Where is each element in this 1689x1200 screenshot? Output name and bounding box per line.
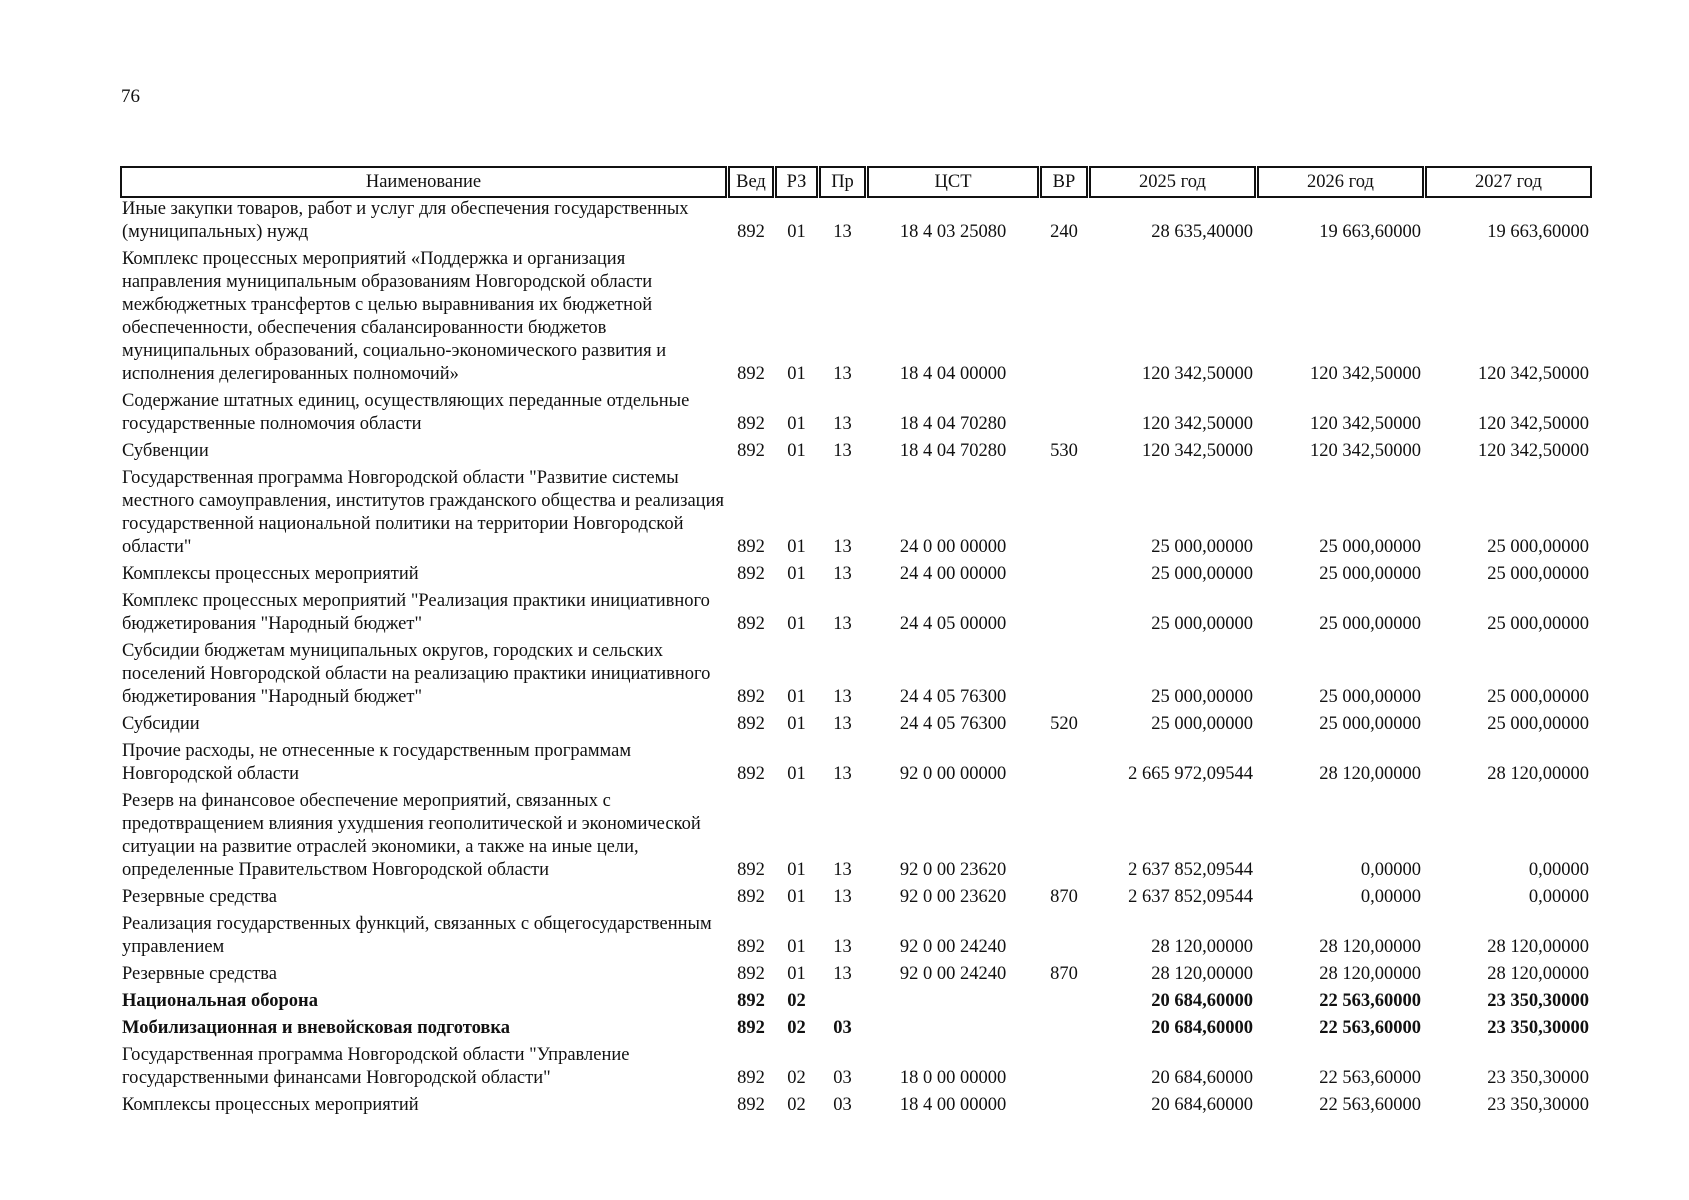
- cell-cst: 24 4 00 00000: [899, 564, 1007, 584]
- cell-y2027: 120 342,50000: [1478, 364, 1589, 384]
- cell-y2026: 28 120,00000: [1319, 764, 1421, 784]
- cell-vr: [1041, 467, 1087, 563]
- cell-cst: 18 4 03 25080: [899, 222, 1007, 242]
- table-row: [121, 467, 1591, 563]
- cell-cst: 24 4 05 76300: [899, 714, 1007, 734]
- cell-ved: 892: [737, 537, 765, 557]
- cell-name: Комплексы процессных мероприятий: [122, 564, 419, 584]
- cell-y2026: 120 342,50000: [1310, 414, 1421, 434]
- cell-y2026: 25 000,00000: [1319, 614, 1421, 634]
- cell-cst: [868, 1017, 1038, 1044]
- cell-cst: 24 0 00 00000: [899, 537, 1007, 557]
- cell-vr: [1041, 1017, 1087, 1044]
- cell-y2026: 120 342,50000: [1310, 364, 1421, 384]
- cell-y2025: 25 000,00000: [1151, 614, 1253, 634]
- cell-ved: 892: [737, 714, 765, 734]
- cell-name: Субсидии бюджетам муниципальных округов, городских и сельских поселений Новгородской области на реализацию практики инициативного бюджетирования "Народный бюджет": [122, 641, 711, 707]
- cell-y2027: 25 000,00000: [1487, 614, 1589, 634]
- cell-pr: 13: [833, 714, 852, 734]
- cell-y2025: 120 342,50000: [1142, 364, 1253, 384]
- table-row: [121, 563, 1591, 590]
- cell-y2027: 25 000,00000: [1487, 564, 1589, 584]
- cell-pr: 13: [833, 860, 852, 880]
- cell-y2025: 2 637 852,09544: [1128, 860, 1253, 880]
- table-row: [121, 640, 1591, 713]
- header-cst: ЦСТ: [868, 167, 1038, 197]
- header-ved: Вед: [729, 167, 773, 197]
- cell-rz: 02: [787, 1068, 806, 1088]
- cell-name: Прочие расходы, не отнесенные к государственным программам Новгородской области: [122, 741, 632, 784]
- cell-vr: [1041, 790, 1087, 886]
- page-number: 76: [121, 86, 140, 107]
- cell-name: Государственная программа Новгородской области "Развитие системы местного самоуправления, институтов гражданского общества и реализация государственной национальной политики на территории Новгородской области": [122, 468, 724, 557]
- cell-y2026: 25 000,00000: [1319, 537, 1421, 557]
- header-rz: РЗ: [776, 167, 817, 197]
- cell-y2027: 28 120,00000: [1487, 764, 1589, 784]
- cell-y2025: 28 635,40000: [1151, 222, 1253, 242]
- cell-vr: 520: [1050, 714, 1078, 734]
- cell-pr: 13: [833, 687, 852, 707]
- cell-y2025: 120 342,50000: [1142, 441, 1253, 461]
- table-row: [121, 1094, 1591, 1121]
- cell-vr: [1041, 913, 1087, 963]
- cell-pr: [820, 990, 865, 1017]
- cell-y2027: 28 120,00000: [1487, 937, 1589, 957]
- cell-name: Резерв на финансовое обеспечение мероприятий, связанных с предотвращением влияния ухудшения геополитической и экономической ситуации на развитие отраслей экономики, а также на иные цели, определенные Правительством Новгородской области: [122, 791, 701, 880]
- table-row: [121, 440, 1591, 467]
- cell-name: Содержание штатных единиц, осуществляющих переданные отдельные государственные полномочия области: [122, 391, 690, 434]
- table-row: [121, 740, 1591, 790]
- table-row: [121, 248, 1591, 390]
- cell-y2026: 0,00000: [1360, 887, 1421, 907]
- cell-ved: 892: [737, 937, 765, 957]
- cell-y2026: 19 663,60000: [1319, 222, 1421, 242]
- cell-vr: [1041, 590, 1087, 640]
- cell-y2027: 120 342,50000: [1478, 414, 1589, 434]
- cell-y2026: 22 563,60000: [1319, 1095, 1421, 1115]
- header-name: Наименование: [121, 167, 726, 197]
- cell-ved: 892: [737, 964, 765, 984]
- cell-y2027: 19 663,60000: [1487, 222, 1589, 242]
- cell-rz: 01: [787, 222, 806, 242]
- cell-ved: 892: [737, 687, 765, 707]
- cell-y2026: 22 563,60000: [1319, 1018, 1421, 1038]
- cell-y2027: 0,00000: [1528, 887, 1589, 907]
- table-row: [121, 886, 1591, 913]
- table-row: [121, 590, 1591, 640]
- cell-vr: 870: [1050, 887, 1078, 907]
- cell-y2027: 28 120,00000: [1487, 964, 1589, 984]
- header-vr: ВР: [1041, 167, 1087, 197]
- cell-y2026: 28 120,00000: [1319, 964, 1421, 984]
- cell-y2027: 25 000,00000: [1487, 537, 1589, 557]
- table-row: [121, 1044, 1591, 1094]
- cell-y2025: 20 684,60000: [1151, 1095, 1253, 1115]
- cell-ved: 892: [737, 414, 765, 434]
- cell-y2026: 28 120,00000: [1319, 937, 1421, 957]
- header-2026: 2026 год: [1258, 167, 1423, 197]
- cell-vr: [1041, 1044, 1087, 1094]
- cell-rz: 02: [787, 1018, 806, 1038]
- cell-ved: 892: [737, 564, 765, 584]
- cell-y2025: 28 120,00000: [1151, 964, 1253, 984]
- cell-y2027: 23 350,30000: [1487, 991, 1589, 1011]
- header-2027: 2027 год: [1426, 167, 1591, 197]
- cell-vr: [1041, 248, 1087, 390]
- cell-vr: 870: [1050, 964, 1078, 984]
- cell-pr: 03: [833, 1068, 852, 1088]
- cell-rz: 01: [787, 364, 806, 384]
- cell-name: Комплекс процессных мероприятий "Реализация практики инициативного бюджетирования "Народный бюджет": [122, 591, 710, 634]
- cell-rz: 01: [787, 537, 806, 557]
- cell-rz: 01: [787, 887, 806, 907]
- cell-pr: 13: [833, 887, 852, 907]
- cell-pr: 13: [833, 364, 852, 384]
- cell-y2026: 25 000,00000: [1319, 714, 1421, 734]
- cell-rz: 01: [787, 441, 806, 461]
- cell-cst: 92 0 00 24240: [899, 964, 1007, 984]
- cell-cst: 18 4 04 70280: [899, 441, 1007, 461]
- cell-y2025: 120 342,50000: [1142, 414, 1253, 434]
- cell-y2026: 25 000,00000: [1319, 564, 1421, 584]
- cell-vr: [1041, 563, 1087, 590]
- table-row: [121, 197, 1591, 248]
- cell-cst: 18 4 00 00000: [899, 1095, 1007, 1115]
- cell-vr: [1041, 1094, 1087, 1121]
- cell-rz: 01: [787, 764, 806, 784]
- cell-pr: 13: [833, 537, 852, 557]
- cell-pr: 13: [833, 937, 852, 957]
- table-row: [121, 963, 1591, 990]
- cell-name: Мобилизационная и вневойсковая подготовка: [122, 1018, 511, 1038]
- cell-pr: 03: [833, 1018, 852, 1038]
- cell-y2027: 0,00000: [1528, 860, 1589, 880]
- cell-y2026: 22 563,60000: [1319, 991, 1421, 1011]
- cell-cst: 92 0 00 24240: [899, 937, 1007, 957]
- cell-cst: 18 0 00 00000: [899, 1068, 1007, 1088]
- cell-y2027: 25 000,00000: [1487, 714, 1589, 734]
- header-pr: Пр: [820, 167, 865, 197]
- cell-pr: 13: [833, 964, 852, 984]
- cell-ved: 892: [737, 887, 765, 907]
- cell-vr: [1041, 640, 1087, 713]
- cell-rz: 01: [787, 860, 806, 880]
- cell-cst: 24 4 05 00000: [899, 614, 1007, 634]
- cell-pr: 13: [833, 441, 852, 461]
- table-row: [121, 1017, 1591, 1044]
- cell-name: Комплекс процессных мероприятий «Поддержка и организация направления муниципальным образованиям Новгородской области межбюджетных трансфертов с целью выравнивания их бюджетной обеспеченности, обеспечения сбалансированности бюджетов муниципальных образований, социально-экономического развития и исполнения делегированных полномочий»: [122, 249, 667, 384]
- cell-y2025: 28 120,00000: [1151, 937, 1253, 957]
- cell-vr: [1041, 740, 1087, 790]
- table-header-row: [121, 167, 1591, 197]
- table-row: [121, 990, 1591, 1017]
- cell-y2025: 20 684,60000: [1151, 1018, 1253, 1038]
- cell-ved: 892: [737, 991, 765, 1011]
- cell-ved: 892: [737, 860, 765, 880]
- cell-cst: [868, 990, 1038, 1017]
- cell-cst: 92 0 00 00000: [899, 764, 1007, 784]
- cell-pr: 13: [833, 764, 852, 784]
- cell-y2025: 25 000,00000: [1151, 564, 1253, 584]
- cell-y2025: 2 637 852,09544: [1128, 887, 1253, 907]
- cell-y2026: 22 563,60000: [1319, 1068, 1421, 1088]
- cell-pr: 13: [833, 614, 852, 634]
- cell-y2025: 25 000,00000: [1151, 537, 1253, 557]
- cell-name: Субвенции: [122, 441, 209, 461]
- cell-y2027: 23 350,30000: [1487, 1018, 1589, 1038]
- cell-rz: 01: [787, 564, 806, 584]
- cell-pr: 13: [833, 564, 852, 584]
- cell-cst: 24 4 05 76300: [899, 687, 1007, 707]
- cell-ved: 892: [737, 441, 765, 461]
- cell-y2025: 2 665 972,09544: [1128, 764, 1253, 784]
- table-body: [121, 197, 1591, 1121]
- cell-ved: 892: [737, 614, 765, 634]
- cell-ved: 892: [737, 764, 765, 784]
- cell-pr: 13: [833, 414, 852, 434]
- cell-cst: 18 4 04 00000: [899, 364, 1007, 384]
- cell-y2025: 20 684,60000: [1151, 1068, 1253, 1088]
- table-row: [121, 913, 1591, 963]
- cell-rz: 01: [787, 687, 806, 707]
- cell-ved: 892: [737, 364, 765, 384]
- cell-y2026: 0,00000: [1360, 860, 1421, 880]
- cell-vr: [1041, 990, 1087, 1017]
- cell-cst: 92 0 00 23620: [899, 887, 1007, 907]
- cell-rz: 01: [787, 414, 806, 434]
- header-2025: 2025 год: [1090, 167, 1255, 197]
- cell-name: Реализация государственных функций, связанных с общегосударственным управлением: [122, 914, 712, 957]
- cell-ved: 892: [737, 222, 765, 242]
- cell-rz: 01: [787, 614, 806, 634]
- cell-name: Иные закупки товаров, работ и услуг для обеспечения государственных (муниципальных) нужд: [122, 199, 689, 242]
- cell-name: Национальная оборона: [122, 991, 318, 1011]
- table-row: [121, 390, 1591, 440]
- cell-y2026: 25 000,00000: [1319, 687, 1421, 707]
- cell-cst: 92 0 00 23620: [899, 860, 1007, 880]
- cell-y2025: 25 000,00000: [1151, 714, 1253, 734]
- cell-name: Резервные средства: [122, 887, 277, 907]
- cell-y2027: 25 000,00000: [1487, 687, 1589, 707]
- table-row: [121, 790, 1591, 886]
- cell-name: Государственная программа Новгородской области "Управление государственными финансами Новгородской области": [122, 1045, 630, 1088]
- cell-y2025: 20 684,60000: [1151, 991, 1253, 1011]
- cell-name: Резервные средства: [122, 964, 277, 984]
- cell-y2027: 23 350,30000: [1487, 1068, 1589, 1088]
- cell-pr: 03: [833, 1095, 852, 1115]
- cell-cst: 18 4 04 70280: [899, 414, 1007, 434]
- table-row: [121, 713, 1591, 740]
- cell-y2027: 120 342,50000: [1478, 441, 1589, 461]
- cell-pr: 13: [833, 222, 852, 242]
- cell-y2025: 25 000,00000: [1151, 687, 1253, 707]
- budget-table: [120, 166, 1592, 1121]
- cell-rz: 02: [787, 991, 806, 1011]
- cell-y2027: 23 350,30000: [1487, 1095, 1589, 1115]
- cell-rz: 02: [787, 1095, 806, 1115]
- cell-name: Комплексы процессных мероприятий: [122, 1095, 419, 1115]
- cell-vr: 240: [1050, 222, 1078, 242]
- cell-rz: 01: [787, 937, 806, 957]
- cell-vr: [1041, 390, 1087, 440]
- cell-rz: 01: [787, 714, 806, 734]
- cell-ved: 892: [737, 1018, 765, 1038]
- cell-name: Субсидии: [122, 714, 200, 734]
- cell-rz: 01: [787, 964, 806, 984]
- cell-ved: 892: [737, 1095, 765, 1115]
- cell-ved: 892: [737, 1068, 765, 1088]
- cell-y2026: 120 342,50000: [1310, 441, 1421, 461]
- cell-vr: 530: [1050, 441, 1078, 461]
